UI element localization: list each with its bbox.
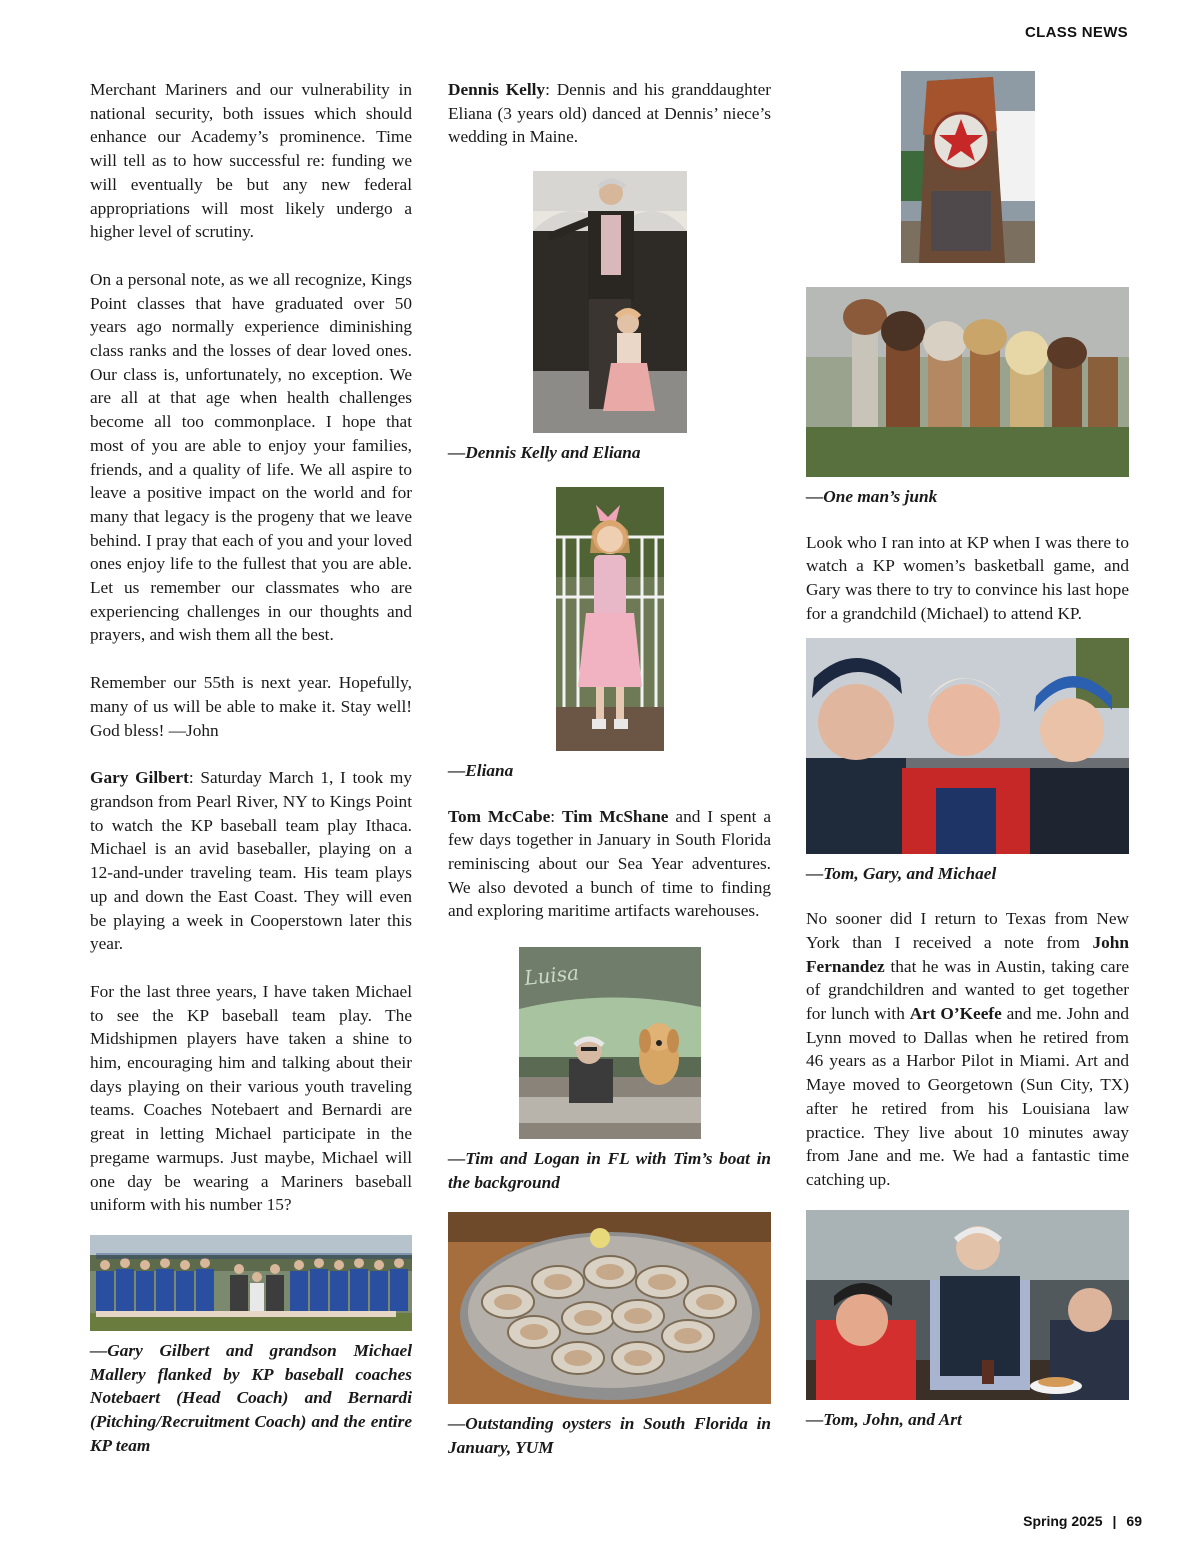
paragraph-55th: Remember our 55th is next year. Hopefully, many of us will be able to make it. Stay well! God bless! —John <box>90 673 412 740</box>
paragraph-funding: Merchant Mariners and our vulnerability in national security, both issues which should enhance our Academy’s prominence. Time will tell as to how successful re: funding we will eventually be but any new federal appropriations will most likely undergo a higher level of scrutiny. <box>90 80 412 242</box>
paragraph-personal-note: On a personal note, as we all recognize, Kings Point classes that have graduated over 50 years ago normally experience diminishing class ranks and the losses of dear loved ones. Our class is, unfortunately, no exception. We are all at that age when health challenges become all too commonplace. I hope that most of you are able to enjoy your families, friends, and a quality of life. We all aspire to leave a positive impact on the world and for many that legacy is the progeny that we leave behind. I pray that each of you and your loved ones enjoy life to the fullest that you are able. Let us remember our classmates who are experiencing challenges in our thoughts and prayers, and wish them all the best. <box>90 269 412 645</box>
photo-eliana <box>556 487 664 751</box>
name-art-okeefe: Art O’Keefe <box>909 1004 1002 1024</box>
photo-texaco-buoy <box>901 71 1035 263</box>
paragraph-tom-mccabe: Tom McCabe: Tim McShane and I spent a few days together in January in South Florida reminiscing about our Sea Year adventures. We also devoted a bunch of time to finding and exploring maritime artifacts warehouses. <box>448 806 772 921</box>
caption-baseball-team: —Gary Gilbert and grandson Michael Mallery flanked by KP baseball coaches Notebaert (Head Coach) and Bernardi (Pitching/Recruitment Coach) and the entire KP team <box>90 1340 412 1455</box>
photo-oysters <box>448 1212 771 1404</box>
caption-oysters: —Outstanding oysters in South Florida in January, YUM <box>448 1414 771 1458</box>
paragraph-basketball: Look who I ran into at KP when I was there to watch a KP women’s basketball game, and Gary was there to try to convince his last hope for a grandchild (Michael) to attend KP. <box>806 532 1129 623</box>
column-left <box>90 78 412 1479</box>
footer-separator: | <box>1112 1513 1117 1529</box>
caption-selfie: —Tom, Gary, and Michael <box>806 863 997 883</box>
column-right <box>806 78 1129 1453</box>
name-tom-mccabe: Tom McCabe <box>448 806 551 826</box>
page-number: 69 <box>1126 1513 1142 1529</box>
name-gary-gilbert: Gary Gilbert <box>90 768 189 788</box>
caption-lunch: —Tom, John, and Art <box>806 1409 962 1429</box>
column-middle <box>448 78 771 1482</box>
photo-lunch <box>806 1210 1129 1400</box>
caption-eliana: —Eliana <box>448 760 514 780</box>
boat-name-script: Luisa <box>522 960 580 991</box>
name-tim-mcshane: Tim McShane <box>562 806 669 826</box>
paragraph-texas-lunch: No sooner did I return to Texas from New York than I received a note from John Fernandez that he was in Austin, taking care of grandchildren and wanted to get together for lunch with Art O’Keefe and me. John and Lynn moved to Dallas when he retired from 46 years as a Harbor Pilot in Miami. Art and Maye moved to Georgetown (Sun City, TX) after he retired from his Louisiana law practice. They live about 10 minutes away from Jane and me. We had a fantastic time catching up. <box>806 909 1130 1189</box>
photo-ship-vents <box>806 287 1129 477</box>
caption-junk: —One man’s junk <box>806 487 938 506</box>
paragraph-baseball: For the last three years, I have taken Michael to see the KP baseball team play. The Midshipmen players have taken a shine to him, encouraging him and talking about their days playing on their various youth traveling teams. Coaches Notebaert and Bernardi are great in letting Michael participate in the pregame warmups. Just maybe, Michael will one day be wearing a Mariners baseball uniform with his number 15? <box>90 981 412 1215</box>
section-header: CLASS NEWS <box>1024 24 1128 41</box>
photo-baseball-team <box>90 1235 412 1331</box>
name-john-fernandez: John Fernandez <box>806 932 1129 976</box>
photo-boat-dog <box>519 947 701 1139</box>
photo-dennis-dancing <box>533 171 687 433</box>
name-dennis-kelly: Dennis Kelly <box>448 80 546 99</box>
issue-label: Spring 2025 <box>1023 1513 1103 1529</box>
caption-boat: —Tim and Logan in FL with Tim’s boat in the background <box>448 1149 771 1192</box>
page-footer <box>1023 1513 1142 1529</box>
paragraph-gary-gilbert: Gary Gilbert: Saturday March 1, I took my grandson from Pearl River, NY to Kings Point to watch the KP baseball team play Ithaca. Michael is an avid baseballer, playing on a 12-and-under traveling team. His team plays up and down the East Coast. They will even be playing a week in Cooperstown later this year. <box>90 768 412 954</box>
caption-dennis-eliana: —Dennis Kelly and Eliana <box>448 443 641 463</box>
photo-selfie-kp <box>806 638 1129 854</box>
paragraph-dennis-kelly: Dennis Kelly: Dennis and his granddaughter Eliana (3 years old) danced at Dennis’ niece’s wedding in Maine. <box>448 80 772 147</box>
